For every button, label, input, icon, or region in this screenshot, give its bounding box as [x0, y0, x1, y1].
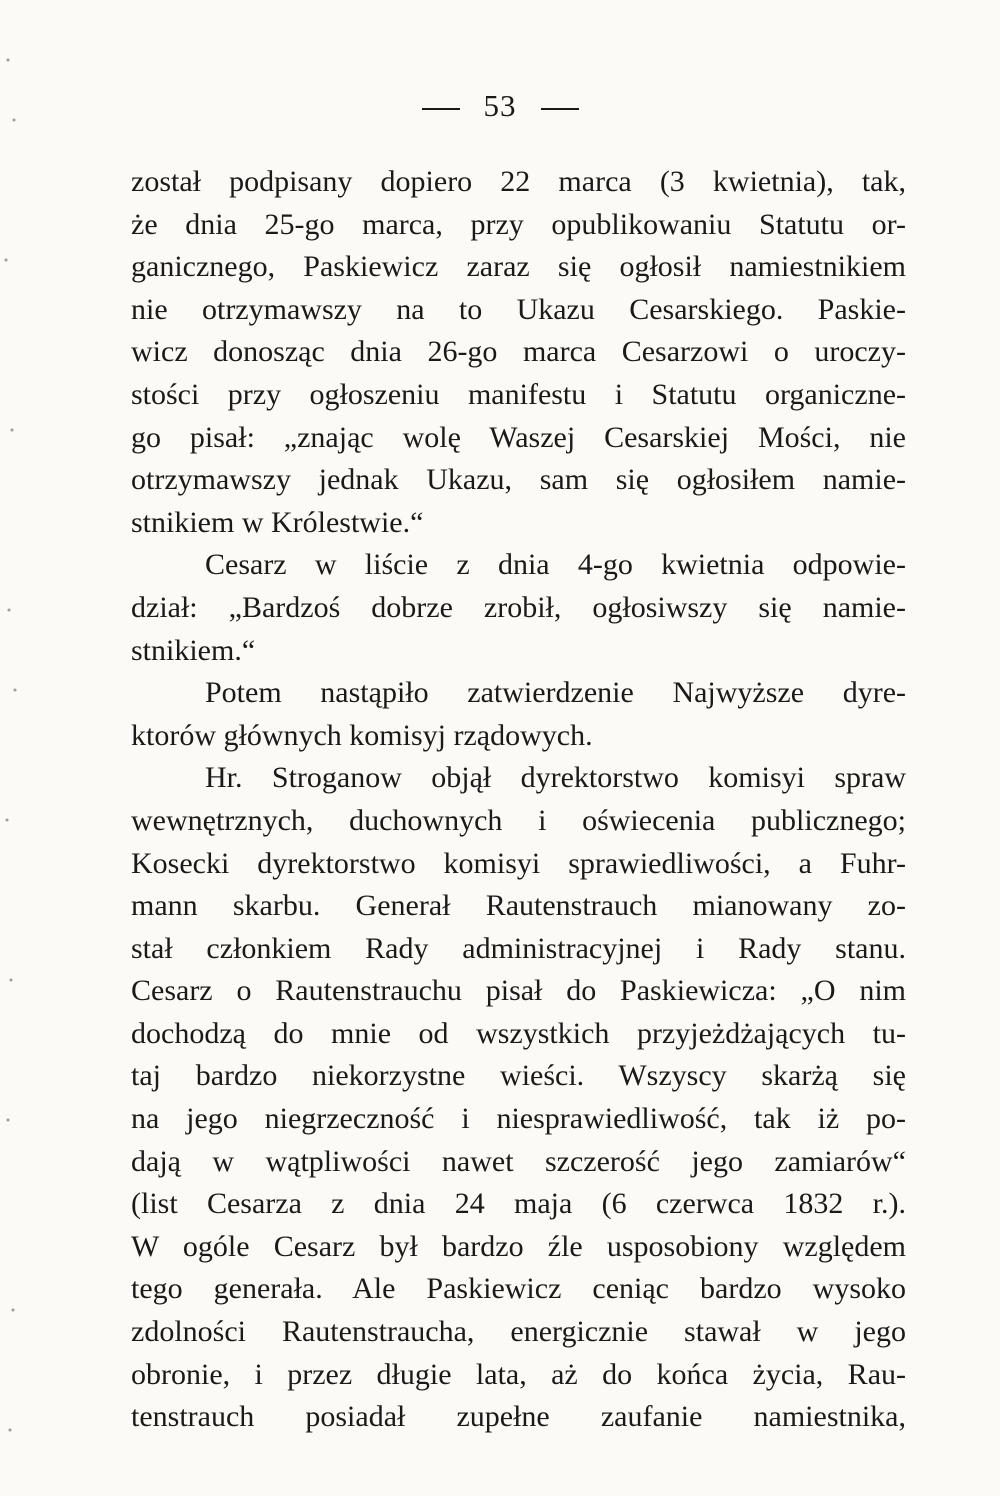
- scan-gutter: [0, 0, 40, 1496]
- text-line: na jego niegrzeczność i niesprawiedliwość, tak iż po-: [131, 1102, 906, 1136]
- text-line: został podpisany dopiero 22 marca (3 kwietnia), tak,: [131, 165, 906, 198]
- text-line: stnikiem w Królestwie.“: [131, 505, 424, 539]
- text-line: że dnia 25-go marca, przy opublikowaniu Statutu or-: [131, 207, 906, 241]
- text-line: mann skarbu. Generał Rautenstrauch mianowany zo-: [131, 889, 906, 923]
- text-line: wicz donosząc dnia 26-go marca Cesarzowi o uroczy-: [131, 335, 906, 369]
- text-line: Cesarz o Rautenstrauchu pisał do Paskiewicza: „O nim: [131, 974, 906, 1008]
- text-line: (list Cesarza z dnia 24 maja (6 czerwca 1832 r.).: [131, 1187, 906, 1221]
- text-line: obronie, i przez długie lata, aż do końca życia, Rau-: [131, 1357, 906, 1391]
- text-line: tenstrauch posiadał zupełne zaufanie namiestnika,: [131, 1400, 906, 1434]
- text-line: Potem nastąpiło zatwierdzenie Najwyższe dyre-: [205, 676, 906, 710]
- text-line: wewnętrznych, duchownych i oświecenia publicznego;: [131, 803, 906, 837]
- text-line: stał członkiem Rady administracyjnej i Rady stanu.: [131, 931, 906, 965]
- text-line: W ogóle Cesarz był bardzo źle usposobiony względem: [131, 1229, 906, 1263]
- text-line: dział: „Bardzoś dobrze zrobił, ogłosiwszy się namie-: [131, 590, 906, 624]
- text-line: tego generała. Ale Paskiewicz ceniąc bardzo wysoko: [131, 1272, 906, 1306]
- text-line: nie otrzymawszy na to Ukazu Cesarskiego. Paskie-: [131, 292, 906, 326]
- header-dash-left: [422, 108, 460, 110]
- text-line: stości przy ogłoszeniu manifestu i Statutu organiczne-: [131, 377, 906, 411]
- text-line: Cesarz w liście z dnia 4-go kwietnia odpowie-: [205, 548, 906, 582]
- text-line: Hr. Stroganow objął dyrektorstwo komisyi spraw: [205, 761, 906, 795]
- text-line: go pisał: „znając wolę Waszej Cesarskiej Mości, nie: [131, 420, 906, 454]
- text-line: dochodzą do mnie od wszystkich przyjeżdżających tu-: [131, 1016, 906, 1050]
- text-line: taj bardzo niekorzystne wieści. Wszyscy skarżą się: [131, 1059, 906, 1093]
- body-text: [131, 161, 906, 1439]
- text-line: ganicznego, Paskiewicz zaraz się ogłosił namiestnikiem: [131, 250, 906, 284]
- text-line: Kosecki dyrektorstwo komisyi sprawiedliwości, a Fuhr-: [131, 846, 906, 880]
- text-line: ktorów głównych komisyj rządowych.: [131, 718, 593, 752]
- text-line: stnikiem.“: [131, 633, 256, 667]
- page-number: 53: [483, 88, 517, 123]
- page-header: [0, 86, 1000, 127]
- text-line: dają w wątpliwości nawet szczerość jego zamiarów“: [131, 1144, 906, 1178]
- text-line: zdolności Rautenstraucha, energicznie stawał w jego: [131, 1315, 906, 1349]
- text-line: otrzymawszy jednak Ukazu, sam się ogłosiłem namie-: [131, 463, 906, 497]
- header-dash-right: [541, 108, 579, 110]
